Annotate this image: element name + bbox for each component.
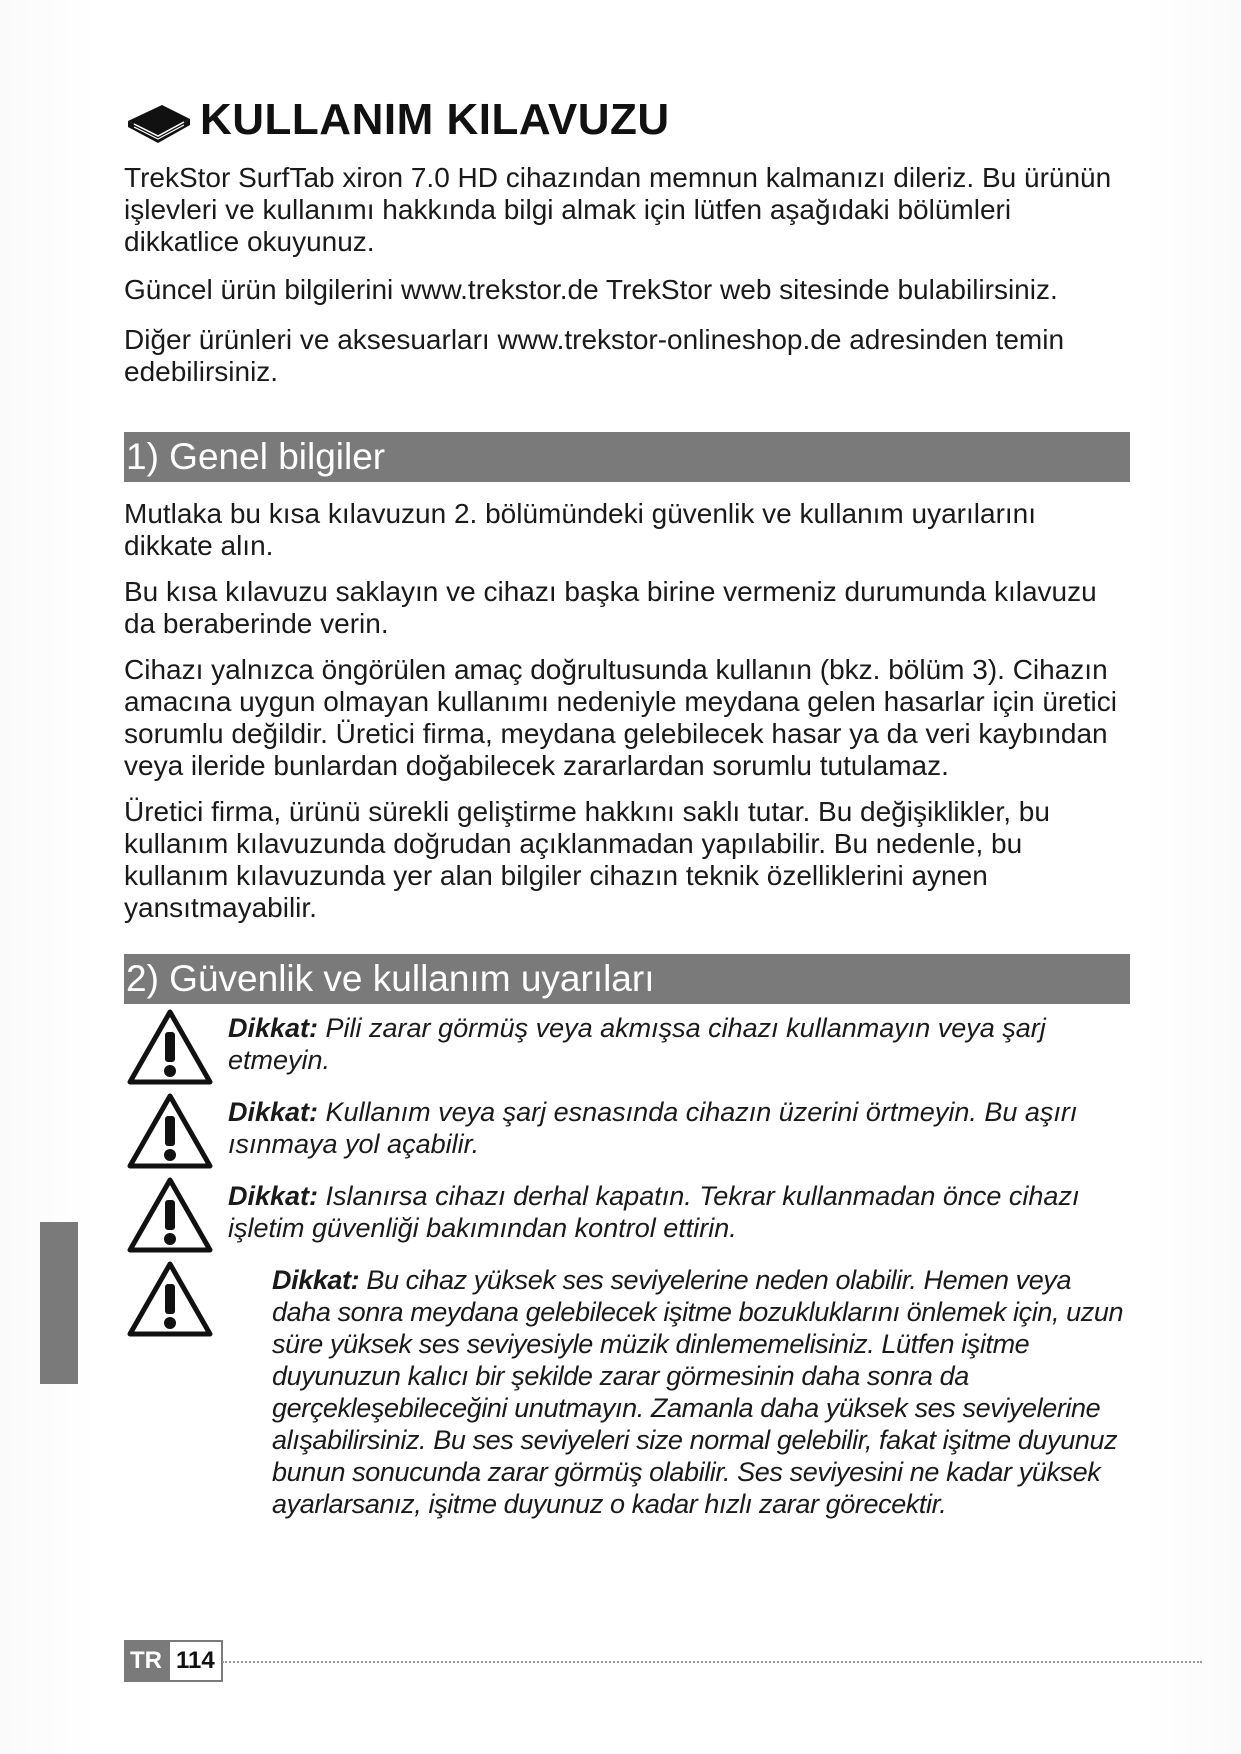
- intro-paragraph-3: Diğer ürünleri ve aksesuarları www.trekstor-onlineshop.de adresinden temin edebilirsiniz.: [124, 324, 1065, 387]
- warning-triangle-icon: [126, 1092, 214, 1172]
- page-content: [124, 92, 1124, 1520]
- warning-2-text: Kullanım veya şarj esnasında cihazın üzerini örtmeyin. Bu aşırı ısınmaya yol açabilir.: [228, 1097, 1078, 1159]
- section-heading-safety: 2) Güvenlik ve kullanım uyarıları: [124, 954, 1130, 1004]
- title-row: [124, 92, 1124, 148]
- warning-triangle-icon: [126, 1008, 214, 1088]
- side-tab-marker: [40, 1222, 78, 1384]
- page-title: KULLANIM KILAVUZU: [200, 95, 670, 144]
- general-paragraph-2: Bu kısa kılavuzu saklayın ve cihazı başka birine vermeniz durumunda kılavuzu da beraberinde verin.: [124, 576, 1097, 639]
- warning-1-lead: Dikkat:: [228, 1013, 319, 1043]
- warning-3: [124, 1180, 1124, 1244]
- warning-1-text: Pili zarar görmüş veya akmışsa cihazı kullanmayın veya şarj etmeyin.: [228, 1013, 1046, 1075]
- warning-3-lead: Dikkat:: [228, 1181, 319, 1211]
- warning-4-text: Bu cihaz yüksek ses seviyelerine neden olabilir. Hemen veya daha sonra meydana gelebilecek işitme bozukluklarını önlemek için, uzun süre yüksek ses seviyesiyle müzik dinlememelisiniz. Lütfen işitme duyunuzun kalıcı bir şekilde zarar görmesinin daha sonra da gerçekleşebileceğini unutmayın. Zamanla daha yüksek ses seviyelerine alışabilirsiniz. Bu ses seviyeleri size normal gelebilir, fakat işitme duyunuz bunun sonucunda zarar görmüş olabilir. Ses seviyesini ne kadar yüksek ayarlarsanız, işitme duyunuz o kadar hızlı zarar görecektir.: [272, 1265, 1124, 1519]
- footer-dotted-rule: [222, 1661, 1202, 1663]
- intro-paragraph-1: TrekStor SurfTab xiron 7.0 HD cihazından memnun kalmanızı dileriz. Bu ürünün işlevleri ve kullanımı hakkında bilgi almak için lütfen aşağıdaki bölümleri dikkatlice okuyunuz.: [124, 162, 1112, 257]
- book-icon: [124, 97, 194, 143]
- warning-triangle-icon: [126, 1176, 214, 1256]
- page-footer: [124, 1640, 223, 1682]
- general-paragraph-3: Cihazı yalnızca öngörülen amaç doğrultusunda kullanın (bkz. bölüm 3). Cihazın amacına uygun olmayan kullanımı nedeniyle meydana gelen hasarlar için üretici sorumlu değildir. Üretici firma, meydana gelebilecek hasar ya da veri kaybından veya ileride bunlardan doğabilecek zararlardan sorumlu tutulamaz.: [124, 654, 1118, 781]
- section-heading-general: 1) Genel bilgiler: [124, 432, 1130, 482]
- warning-2-lead: Dikkat:: [228, 1097, 319, 1127]
- general-paragraph-1: Mutlaka bu kısa kılavuzun 2. bölümündeki güvenlik ve kullanım uyarılarını dikkate alın.: [124, 498, 1037, 561]
- page-number: 114: [168, 1640, 223, 1682]
- warning-2: [124, 1096, 1124, 1160]
- warning-1: [124, 1012, 1124, 1076]
- warning-4-lead: Dikkat:: [272, 1265, 360, 1295]
- language-badge: TR: [124, 1640, 168, 1682]
- intro-paragraph-2: Güncel ürün bilgilerini www.trekstor.de TrekStor web sitesinde bulabilirsiniz.: [124, 274, 1058, 305]
- warning-3-text: Islanırsa cihazı derhal kapatın. Tekrar kullanmadan önce cihazı işletim güvenliği bakımından kontrol ettirin.: [228, 1181, 1080, 1243]
- general-paragraph-4: Üretici firma, ürünü sürekli geliştirme hakkını saklı tutar. Bu değişiklikler, bu kullanım kılavuzunda doğrudan açıklanmadan yapılabilir. Bu nedenle, bu kullanım kılavuzunda yer alan bilgiler cihazın teknik özelliklerini aynen yansıtmayabilir.: [124, 796, 1050, 923]
- warning-triangle-icon: [126, 1260, 214, 1340]
- warning-4: [124, 1264, 1124, 1520]
